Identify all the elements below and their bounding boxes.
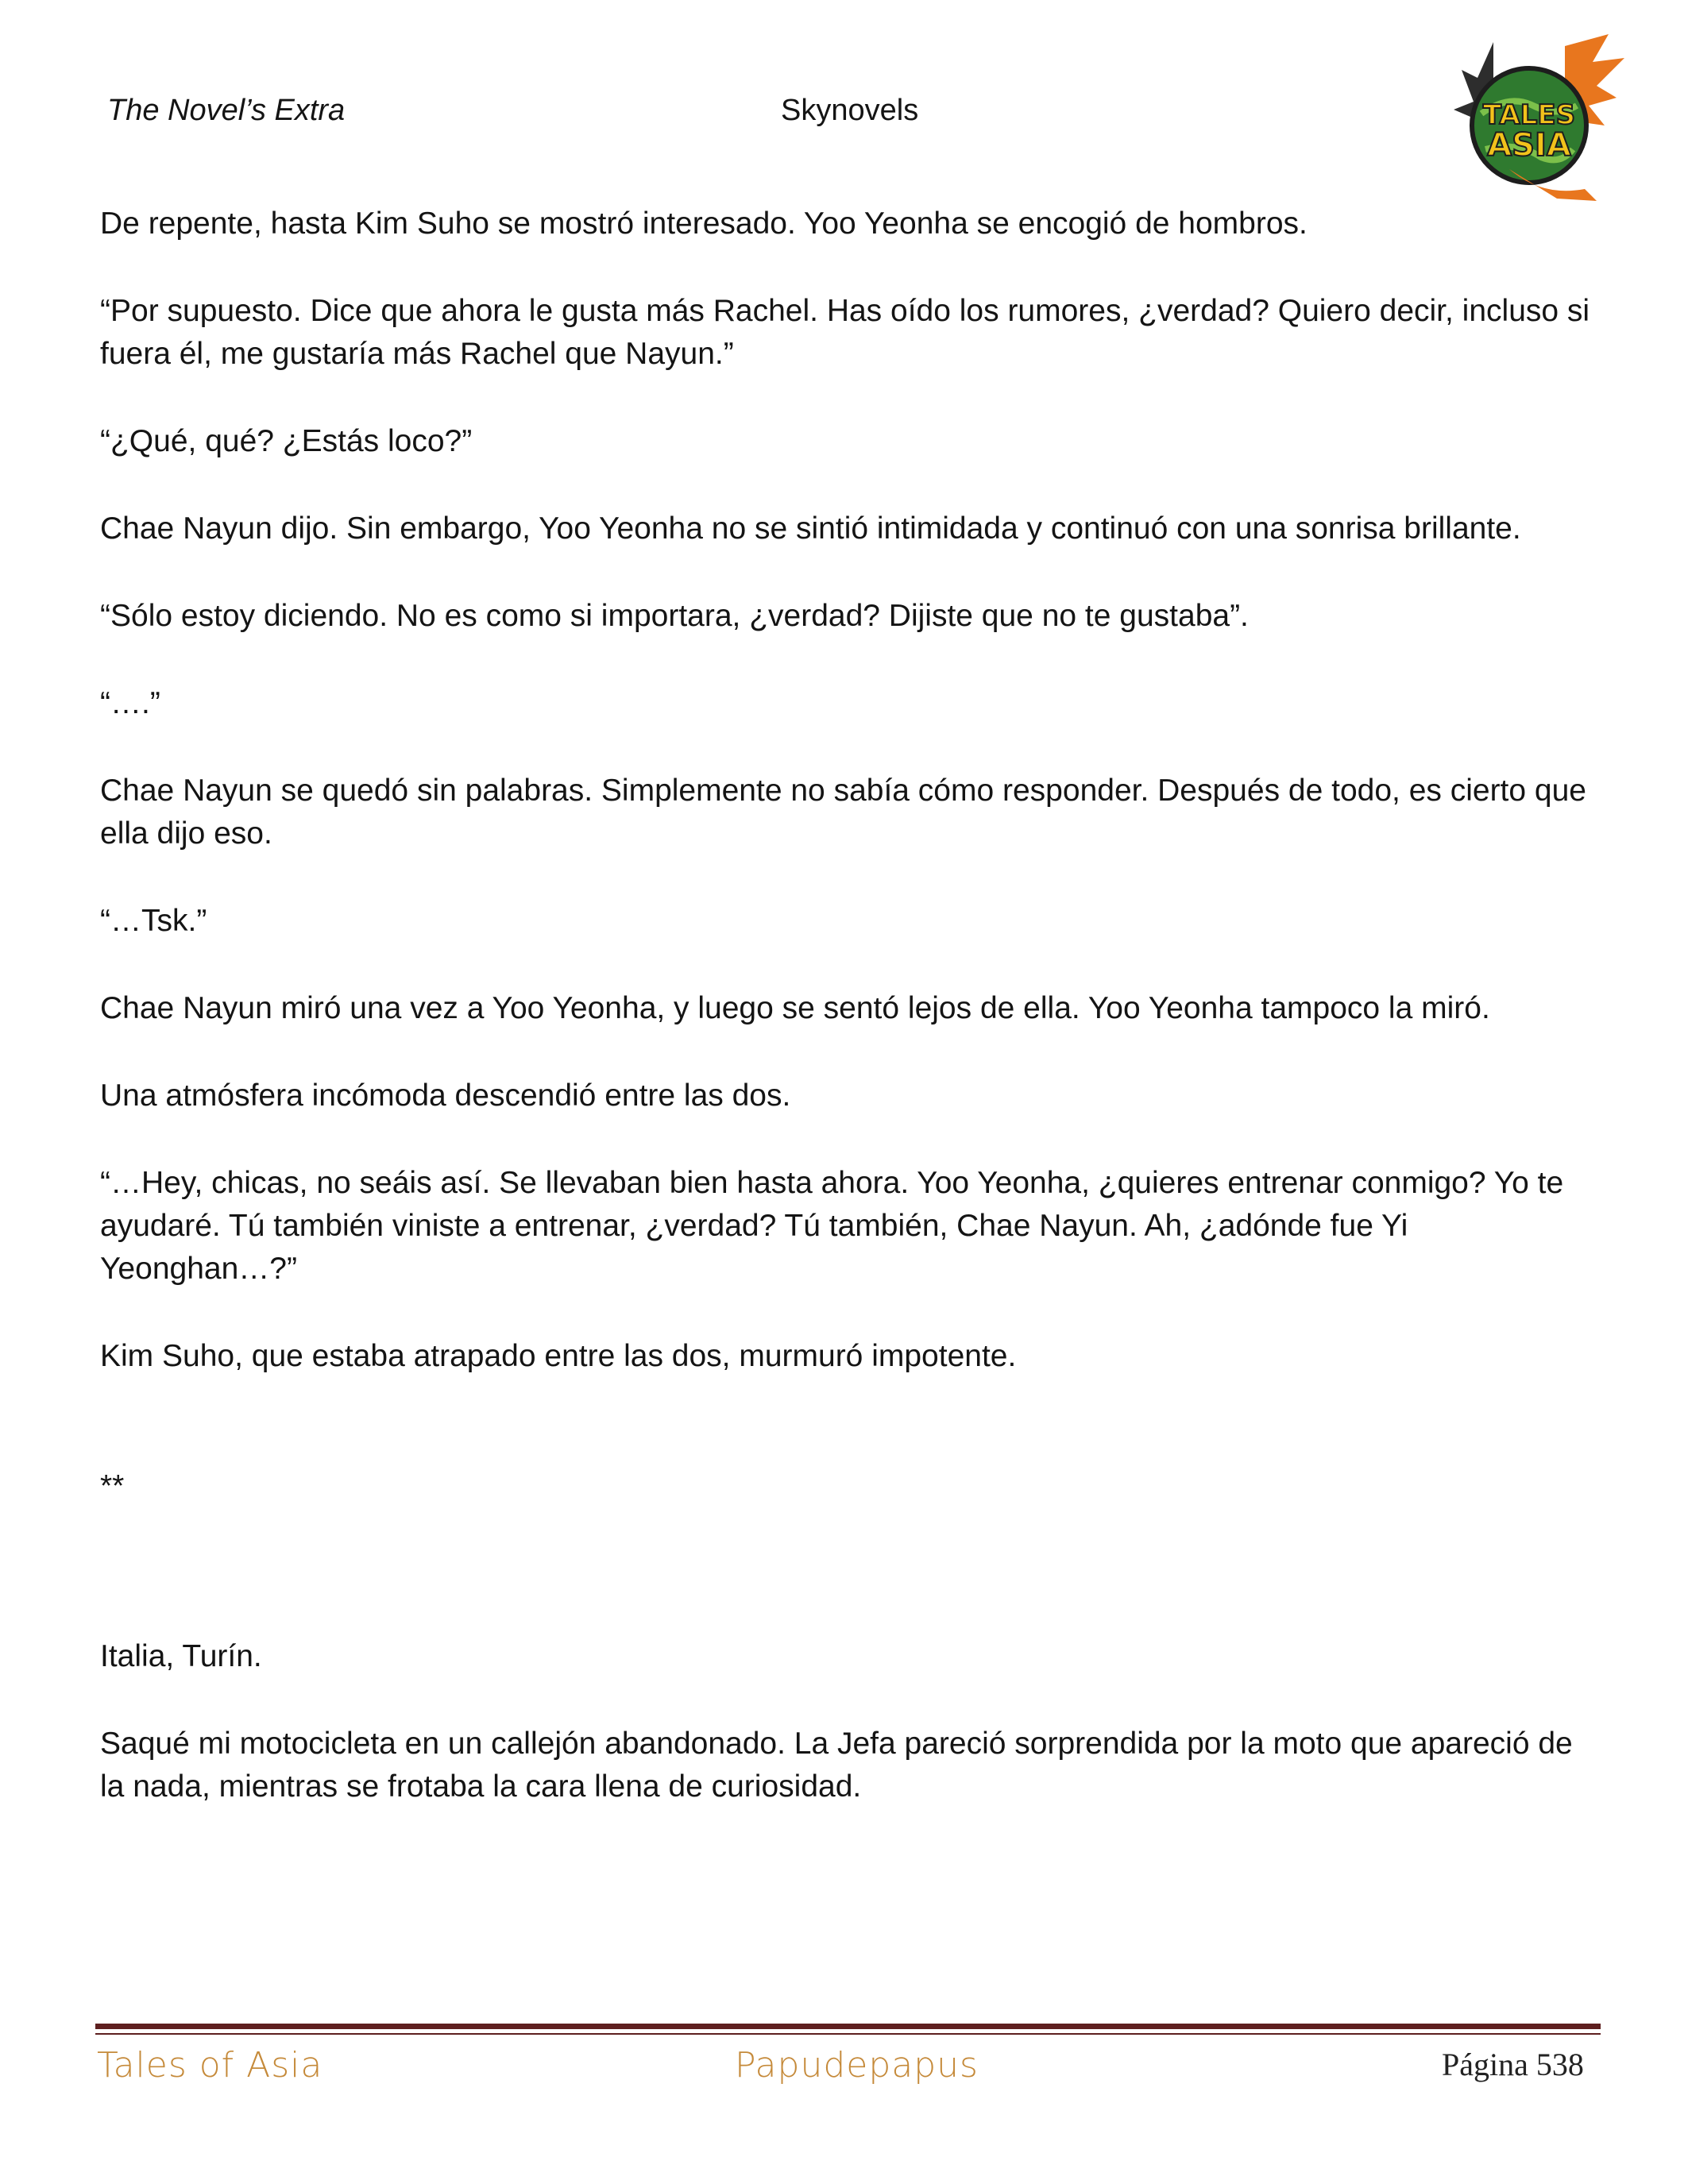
page-number: Página 538 (1442, 2047, 1584, 2082)
paragraph: “¿Qué, qué? ¿Estás loco?” (100, 424, 473, 458)
footer-divider-thin (95, 2033, 1601, 2035)
page-body (100, 203, 1598, 1853)
paragraph: Chae Nayun se quedó sin palabras. Simplemente no sabía cómo responder. Después de todo, es cierto que ella dijo eso. (100, 774, 1595, 851)
paragraph: Kim Suho, que estaba atrapado entre las dos, murmuró impotente. (100, 1339, 1017, 1373)
paragraph: Chae Nayun miró una vez a Yoo Yeonha, y luego se sentó lejos de ella. Yoo Yeonha tampoco la miró. (100, 991, 1490, 1025)
scene-separator: ** (100, 1469, 125, 1503)
tales-of-asia-logo (1446, 30, 1628, 201)
scene-location: Italia, Turín. (100, 1639, 262, 1673)
paragraph: Chae Nayun dijo. Sin embargo, Yoo Yeonha no se sintió intimidada y continuó con una sonrisa brillante. (100, 511, 1521, 546)
footer-divider-thick (95, 2024, 1601, 2029)
header-site-name: Skynovels (781, 94, 919, 127)
header-book-title: The Novel’s Extra (107, 94, 346, 127)
logo-text-top: TALES (1482, 99, 1576, 131)
paragraph: Una atmósfera incómoda descendió entre las dos. (100, 1078, 791, 1113)
paragraph: “Por supuesto. Dice que ahora le gusta más Rachel. Has oído los rumores, ¿verdad? Quiero decir, incluso si fuera él, me gustaría más Rachel que Nayun.” (100, 294, 1598, 371)
footer-site-name: Tales of Asia (97, 2045, 323, 2086)
footer-translator: Papudepapus (735, 2045, 979, 2086)
paragraph: Saqué mi motocicleta en un callejón abandonado. La Jefa pareció sorprendida por la moto que apareció de la nada, mientras se frotaba la cara llena de curiosidad. (100, 1727, 1582, 1804)
paragraph: “…Hey, chicas, no seáis así. Se llevaban bien hasta ahora. Yoo Yeonha, ¿quieres entrenar conmigo? Yo te ayudaré. Tú también viniste a entrenar, ¿verdad? Tú también, Chae Nayun. Ah, ¿adónde fue Yi Yeonghan…?” (100, 1166, 1573, 1286)
paragraph: “….” (100, 686, 160, 720)
paragraph: De repente, hasta Kim Suho se mostró interesado. Yoo Yeonha se encogió de hombros. (100, 206, 1308, 241)
logo-text-bottom: ASIA (1487, 127, 1571, 164)
paragraph: “…Tsk.” (100, 904, 207, 938)
paragraph: “Sólo estoy diciendo. No es como si importara, ¿verdad? Dijiste que no te gustaba”. (100, 599, 1249, 633)
